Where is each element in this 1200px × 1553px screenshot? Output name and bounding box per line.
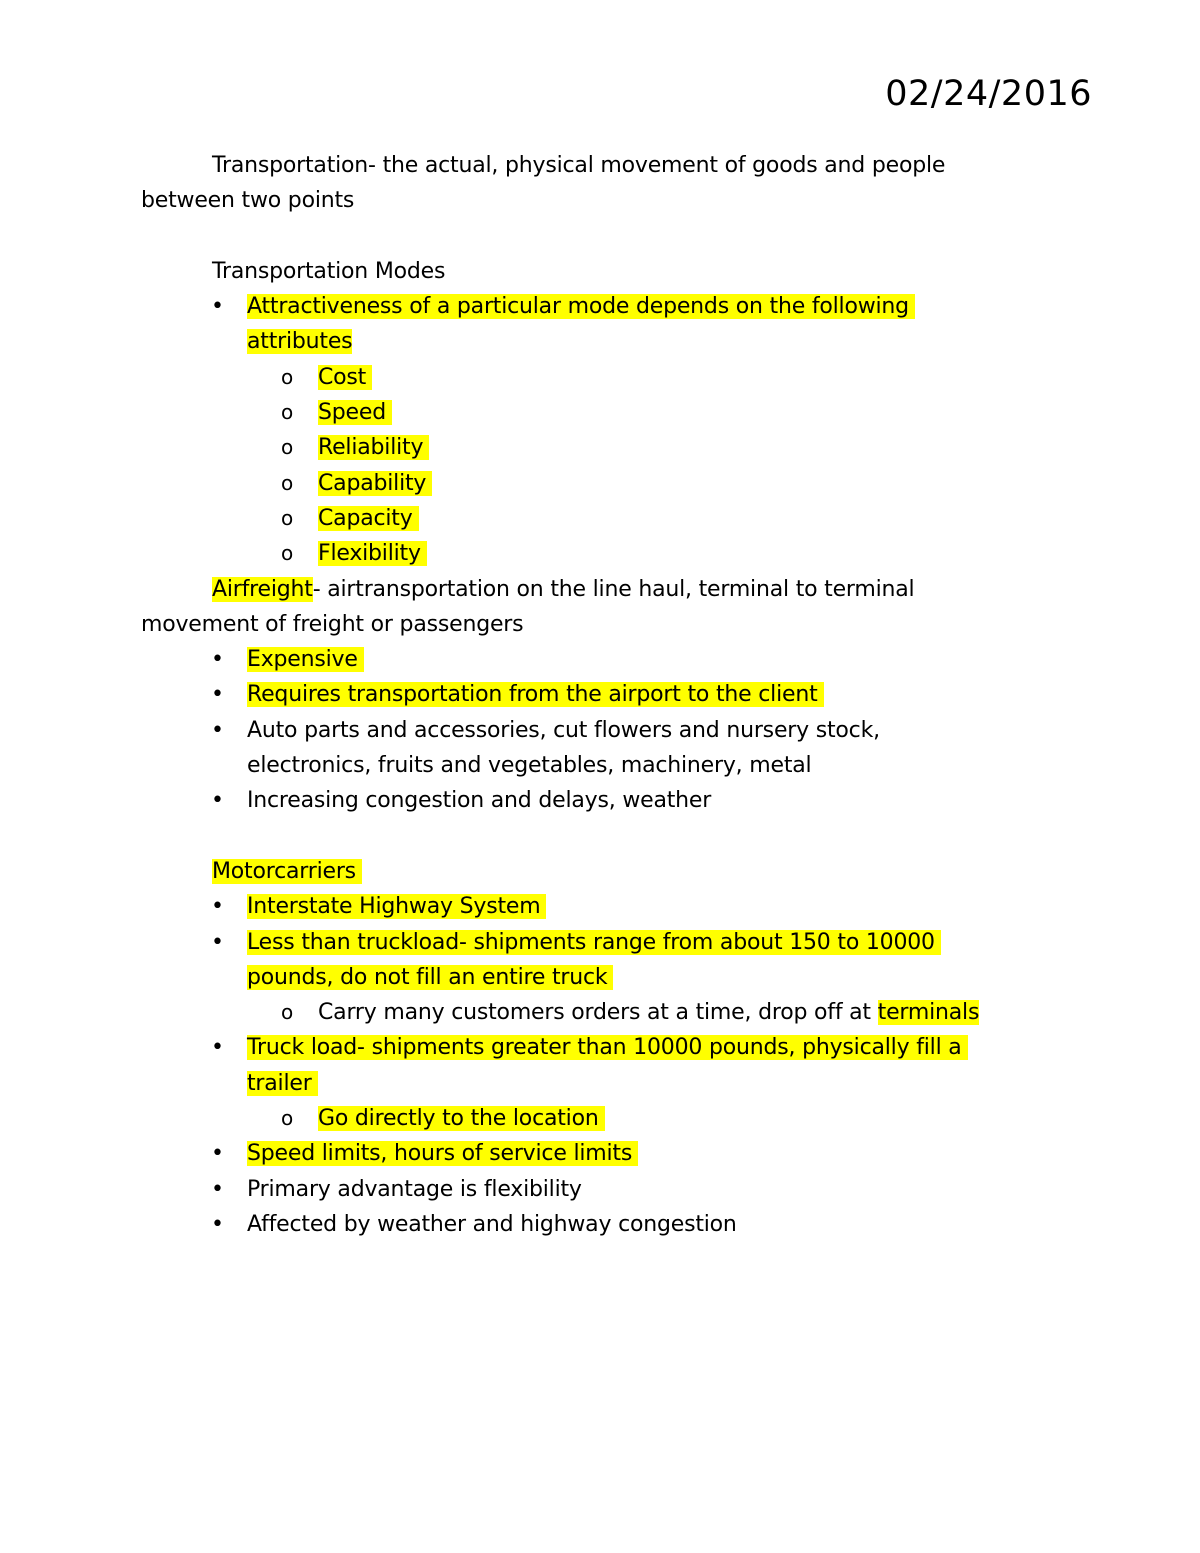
bullet-icon: •: [211, 647, 224, 673]
list-item-airfreight-bullet-continued: [141, 748, 1071, 783]
list-item-motorcarriers-bullet: [141, 1136, 1071, 1171]
list-item-attribute: [141, 430, 1071, 465]
list-item-modes: [141, 254, 1071, 289]
list-item-motorcarriers-bullet: [141, 1030, 1071, 1065]
bullet-icon: •: [211, 1176, 224, 1202]
list-item-transportation-continued: [141, 183, 1071, 218]
modes-heading: Transportation Modes: [212, 258, 446, 284]
list-item-motorcarriers-bullet-continued: [141, 960, 1071, 995]
list-item-motorcarriers-bullet: [141, 925, 1071, 960]
hollow-bullet-icon: o: [281, 364, 294, 389]
list-item-airfreight-bullet: [141, 783, 1071, 818]
bullet-icon: •: [211, 894, 224, 920]
attractiveness-line2: attributes: [247, 329, 353, 355]
motorcarriers-heading: Motorcarriers: [212, 859, 362, 884]
terminals-highlight: terminals: [877, 1000, 980, 1026]
airfreight-bullet-text: Auto parts and accessories, cut flowers and nursery stock,: [247, 717, 880, 743]
list-item-motorcarriers: [141, 854, 1071, 889]
motorcarriers-subbullet-text: Carry many customers orders at a time, drop off at: [318, 1000, 878, 1026]
list-item-empty: [141, 819, 1071, 854]
attractiveness-line1: Attractiveness of a particular mode depends on the following: [247, 294, 915, 319]
motorcarriers-bullet-text: Truck load- shipments greater than 10000 pounds, physically fill a: [247, 1035, 968, 1060]
list-item-motorcarriers-bullet: [141, 1172, 1071, 1207]
airfreight-bullet-text: Requires transportation from the airport to the client: [247, 682, 824, 707]
bullet-icon: •: [211, 1035, 224, 1061]
bullet-icon: •: [211, 717, 224, 743]
list-item-airfreight-bullet: [141, 677, 1071, 712]
motorcarriers-bullet-text: Interstate Highway System: [247, 894, 546, 919]
list-item-motorcarriers-subbullet: [141, 1101, 1071, 1136]
airfreight-definition-line2: movement of freight or passengers: [141, 611, 524, 637]
list-item-attribute: [141, 536, 1071, 571]
list-item-attractiveness-continued: [141, 324, 1071, 359]
airfreight-bullet-text: Expensive: [247, 647, 364, 672]
airfreight-bullet-text: Increasing congestion and delays, weather: [247, 788, 712, 814]
attribute-label: Reliability: [318, 435, 429, 460]
motorcarriers-bullet-text: Affected by weather and highway congestion: [247, 1211, 737, 1237]
bullet-icon: •: [211, 682, 224, 708]
motorcarriers-subbullet-text: Go directly to the location: [318, 1106, 605, 1131]
list-item-airfreight-continued: [141, 607, 1071, 642]
hollow-bullet-icon: o: [281, 505, 294, 530]
list-item-motorcarriers-bullet-continued: [141, 1066, 1071, 1101]
hollow-bullet-icon: o: [281, 1000, 294, 1025]
hollow-bullet-icon: o: [281, 541, 294, 566]
list-item-motorcarriers-subbullet: [141, 995, 1071, 1030]
list-item-attribute: [141, 501, 1071, 536]
document-date: 02/24/2016: [885, 74, 1092, 114]
attribute-label: Cost: [318, 365, 372, 390]
list-item-empty: [141, 219, 1071, 254]
airfreight-definition-line1: - airtransportation on the line haul, terminal to terminal: [312, 576, 915, 602]
transportation-definition-line1: Transportation- the actual, physical movement of goods and people: [212, 153, 946, 178]
motorcarriers-bullet-text: Primary advantage is flexibility: [247, 1176, 582, 1202]
bullet-icon: •: [211, 294, 224, 320]
attribute-label: Capability: [318, 471, 432, 496]
hollow-bullet-icon: o: [281, 470, 294, 495]
bullet-icon: •: [211, 929, 224, 955]
motorcarriers-bullet-text: Less than truckload- shipments range from about 150 to 10000: [247, 930, 941, 955]
list-item-airfreight-bullet: [141, 642, 1071, 677]
motorcarriers-bullet-text: trailer: [247, 1071, 318, 1096]
attribute-label: Speed: [318, 400, 392, 425]
hollow-bullet-icon: o: [281, 400, 294, 425]
bullet-icon: •: [211, 1141, 224, 1167]
transportation-definition-line2: between two points: [141, 188, 355, 214]
list-item-motorcarriers-bullet: [141, 889, 1071, 924]
airfreight-bullet-text: electronics, fruits and vegetables, machinery, metal: [247, 753, 812, 779]
list-item-airfreight-bullet: [141, 713, 1071, 748]
motorcarriers-bullet-text: pounds, do not fill an entire truck: [247, 965, 613, 990]
hollow-bullet-icon: o: [281, 435, 294, 460]
list-item-attribute: [141, 395, 1071, 430]
list-item-airfreight: [141, 572, 1071, 607]
list-item-transportation: [141, 148, 1071, 183]
list-item-motorcarriers-bullet: [141, 1207, 1071, 1242]
attribute-label: Flexibility: [318, 541, 427, 566]
airfreight-term: Airfreight: [212, 576, 313, 602]
list-item-attribute: [141, 466, 1071, 501]
hollow-bullet-icon: o: [281, 1106, 294, 1131]
bullet-icon: •: [211, 1211, 224, 1237]
attribute-label: Capacity: [318, 506, 419, 531]
list-item-attractiveness: [141, 289, 1071, 324]
notes-body: [141, 148, 1071, 1242]
list-item-attribute: [141, 360, 1071, 395]
motorcarriers-bullet-text: Speed limits, hours of service limits: [247, 1141, 638, 1166]
bullet-icon: •: [211, 788, 224, 814]
